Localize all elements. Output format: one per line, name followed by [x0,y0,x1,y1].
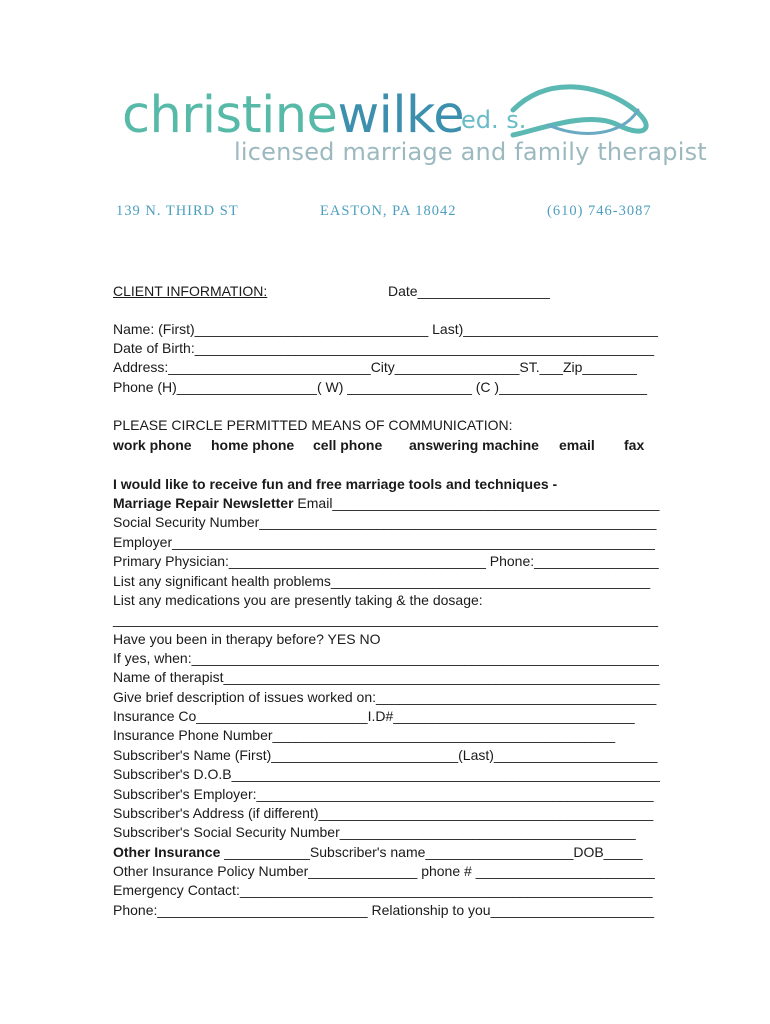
comm-option-work-phone[interactable]: work phone [113,437,192,453]
subscriber-name-field[interactable]: Subscriber's Name (First)________________________(Last)_____________________ [113,747,658,763]
issues-field[interactable]: Give brief description of issues worked on:____________________________________ [113,689,657,705]
therapy-before-question[interactable]: Have you been in therapy before? YES NO [113,631,381,647]
subscriber-dob-field[interactable]: Subscriber's D.O.B_______________________________________________________ [113,766,660,782]
comm-option-fax[interactable]: fax [624,437,645,453]
comm-option-email[interactable]: email [559,437,595,453]
name-field[interactable]: Name: (First)______________________________ Last)_________________________ [113,321,658,337]
ssn-field[interactable]: Social Security Number___________________________________________________ [113,514,657,530]
comm-option-cell-phone[interactable]: cell phone [313,437,383,453]
policy-number-field[interactable]: Other Insurance Policy Number______________ phone # _______________________ [113,863,655,879]
office-phone: (610) 746-3087 [547,203,652,219]
newsletter-email-label: Email__________________________________________ [293,495,660,511]
newsletter-title: Marriage Repair Newsletter [113,495,294,511]
logo-credential: ed. s. [461,106,527,134]
subscriber-ssn-field[interactable]: Subscriber's Social Security Number______________________________________ [113,824,636,840]
emergency-contact-field[interactable]: Emergency Contact:_____________________________________________________ [113,882,653,898]
dob-field[interactable]: Date of Birth:___________________________________________________________ [113,340,655,356]
other-insurance-label: Other Insurance [113,844,221,860]
medications-field[interactable]: ______________________________________________________________________ [113,611,659,627]
city-state-zip: EASTON, PA 18042 [320,203,457,219]
insurance-company-field[interactable]: Insurance Co______________________I.D#_______________________________ [113,708,635,724]
client-info-heading: CLIENT INFORMATION: [113,283,268,299]
address-field[interactable]: Address:__________________________City________________ST.___Zip_______ [113,359,637,375]
street-address: 139 N. THIRD ST [116,203,239,219]
therapy-when-field[interactable]: If yes, when:____________________________________________________________ [113,650,659,666]
date-field[interactable]: Date_________________ [388,283,550,299]
logo-tagline: licensed marriage and family therapist [234,138,707,166]
health-problems-field[interactable]: List any significant health problems_________________________________________ [113,573,651,589]
medications-label: List any medications you are presently taking & the dosage: [113,592,483,608]
comm-option-home-phone[interactable]: home phone [211,437,295,453]
logo-name [122,86,464,145]
employer-field[interactable]: Employer______________________________________________________________ [113,534,655,550]
other-insurance-rest: ___________Subscriber's name___________________DOB_____ [220,844,643,860]
insurance-phone-field[interactable]: Insurance Phone Number____________________________________________ [113,727,616,743]
subscriber-employer-field[interactable]: Subscriber's Employer:___________________________________________________ [113,786,654,802]
phone-field[interactable]: Phone (H)__________________( W) ________________ (C )___________________ [113,379,648,395]
emergency-phone-field[interactable]: Phone:___________________________ Relationship to you_____________________ [113,902,655,918]
newsletter-intro: I would like to receive fun and free marriage tools and techniques - [113,476,558,492]
other-insurance-field[interactable] [113,844,643,860]
comm-option-answering-machine[interactable]: answering machine [409,437,539,453]
newsletter-email-field[interactable] [113,495,659,511]
logo-last-name: wilke [337,86,465,145]
logo [118,80,707,180]
subscriber-address-field[interactable]: Subscriber's Address (if different)___________________________________________ [113,805,654,821]
therapist-name-field[interactable]: Name of therapist________________________________________________________ [113,669,660,685]
communication-heading: PLEASE CIRCLE PERMITTED MEANS OF COMMUNICATION: [113,417,513,433]
logo-first-name: christine [122,86,338,145]
communication-options [113,437,653,453]
physician-field[interactable]: Primary Physician:_________________________________ Phone:________________ [113,553,659,569]
